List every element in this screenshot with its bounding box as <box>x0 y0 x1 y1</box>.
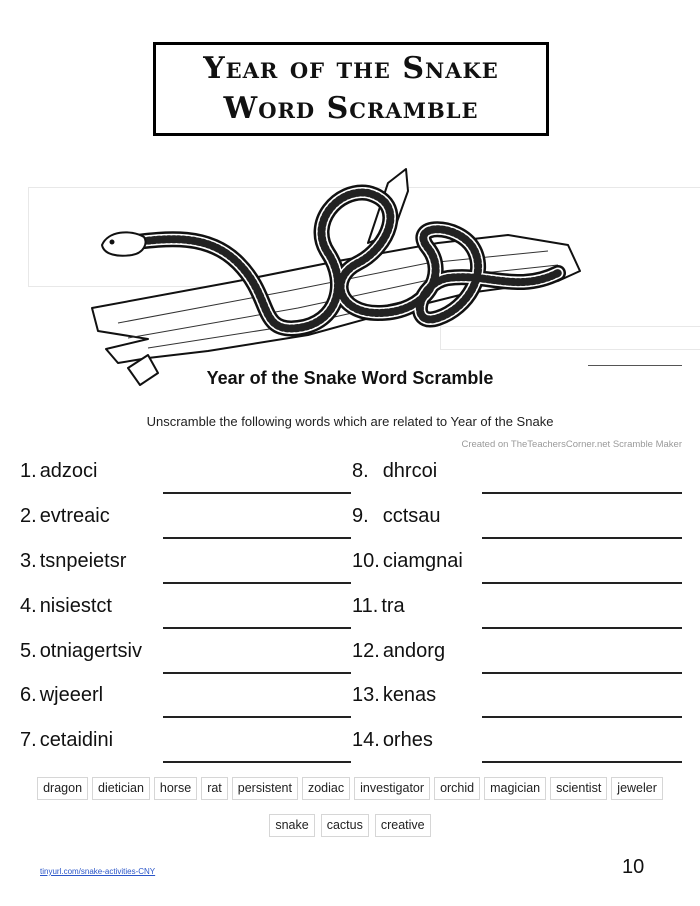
scramble-item: 6. wjeeerl <box>20 684 104 706</box>
word-bank-chip: jeweler <box>611 777 663 800</box>
word-bank-chip: dragon <box>37 777 88 800</box>
scrambled-word: tsnpeietsr <box>39 550 127 572</box>
scramble-item: 10. ciamgnai <box>352 550 463 572</box>
footer-link[interactable]: tinyurl.com/snake-activities-CNY <box>40 867 156 876</box>
scrambled-word: tra <box>381 595 405 617</box>
word-bank-chip: horse <box>154 777 197 800</box>
word-bank-chip: dietician <box>92 777 150 800</box>
scramble-item: 2. evtreaic <box>20 505 110 527</box>
answer-line[interactable] <box>482 537 682 539</box>
scrambled-word: orhes <box>382 729 433 751</box>
word-bank-chip: zodiac <box>302 777 350 800</box>
word-bank-chip: creative <box>375 814 431 837</box>
answer-line[interactable] <box>482 627 682 629</box>
title-line-1: Year of the Snake <box>203 51 499 86</box>
scramble-item: 14. orhes <box>352 729 433 751</box>
answer-line[interactable] <box>482 672 682 674</box>
worksheet-subtitle: Year of the Snake Word Scramble <box>206 368 494 388</box>
title-line-2: Word Scramble <box>223 91 479 126</box>
scrambled-word: andorg <box>382 640 446 662</box>
scrambled-word: nisiestct <box>39 595 112 617</box>
scrambled-word: adzoci <box>39 460 98 482</box>
answer-line[interactable] <box>163 716 351 718</box>
scramble-item: 3. tsnpeietsr <box>20 550 127 572</box>
scramble-item: 1. adzoci <box>20 460 98 482</box>
scrambled-word: ciamgnai <box>382 550 463 572</box>
answer-line[interactable] <box>482 716 682 718</box>
scrambled-word: evtreaic <box>39 505 110 527</box>
name-line <box>588 365 682 366</box>
title-box <box>153 42 549 136</box>
scramble-item: 13. kenas <box>352 684 437 706</box>
answer-line[interactable] <box>163 537 351 539</box>
credit-text: Created on TheTeachersCorner.net Scramble Maker <box>461 439 682 450</box>
scramble-item: 11. tra <box>352 595 405 617</box>
word-bank-chip: magician <box>484 777 546 800</box>
word-bank-chip: snake <box>269 814 314 837</box>
scramble-item: 9. cctsau <box>352 505 441 527</box>
snake-eye <box>110 240 115 245</box>
answer-line[interactable] <box>163 672 351 674</box>
scrambled-word: kenas <box>382 684 437 706</box>
answer-line[interactable] <box>163 582 351 584</box>
word-bank-chip: persistent <box>232 777 298 800</box>
answer-line[interactable] <box>482 761 682 763</box>
answer-line[interactable] <box>482 492 682 494</box>
scrambled-word: dhrcoi <box>382 460 438 482</box>
scrambled-word: otniagertsiv <box>39 640 142 662</box>
answer-line[interactable] <box>482 582 682 584</box>
word-bank-chip: cactus <box>321 814 369 837</box>
word-bank-chip: scientist <box>550 777 607 800</box>
word-bank-row-1 <box>20 777 680 800</box>
faint-rule <box>28 187 29 287</box>
scramble-item: 7. cetaidini <box>20 729 114 751</box>
scramble-item: 4. nisiestct <box>20 595 112 617</box>
answer-line[interactable] <box>163 627 351 629</box>
page-number: 10 <box>622 856 645 878</box>
scramble-item: 5. otniagertsiv <box>20 640 142 662</box>
scrambled-word: cctsau <box>382 505 441 527</box>
word-bank-chip: orchid <box>434 777 480 800</box>
answer-line[interactable] <box>163 492 351 494</box>
instructions: Unscramble the following words which are related to Year of the Snake <box>146 414 554 429</box>
word-bank-chip: investigator <box>354 777 430 800</box>
scramble-item: 12. andorg <box>352 640 446 662</box>
scrambled-word: wjeeerl <box>39 684 104 706</box>
scramble-item: 8. dhrcoi <box>352 460 438 482</box>
word-bank-row-2 <box>20 814 680 837</box>
snake-illustration <box>88 163 588 388</box>
answer-line[interactable] <box>163 761 351 763</box>
word-bank-chip: rat <box>201 777 228 800</box>
scrambled-word: cetaidini <box>39 729 114 751</box>
